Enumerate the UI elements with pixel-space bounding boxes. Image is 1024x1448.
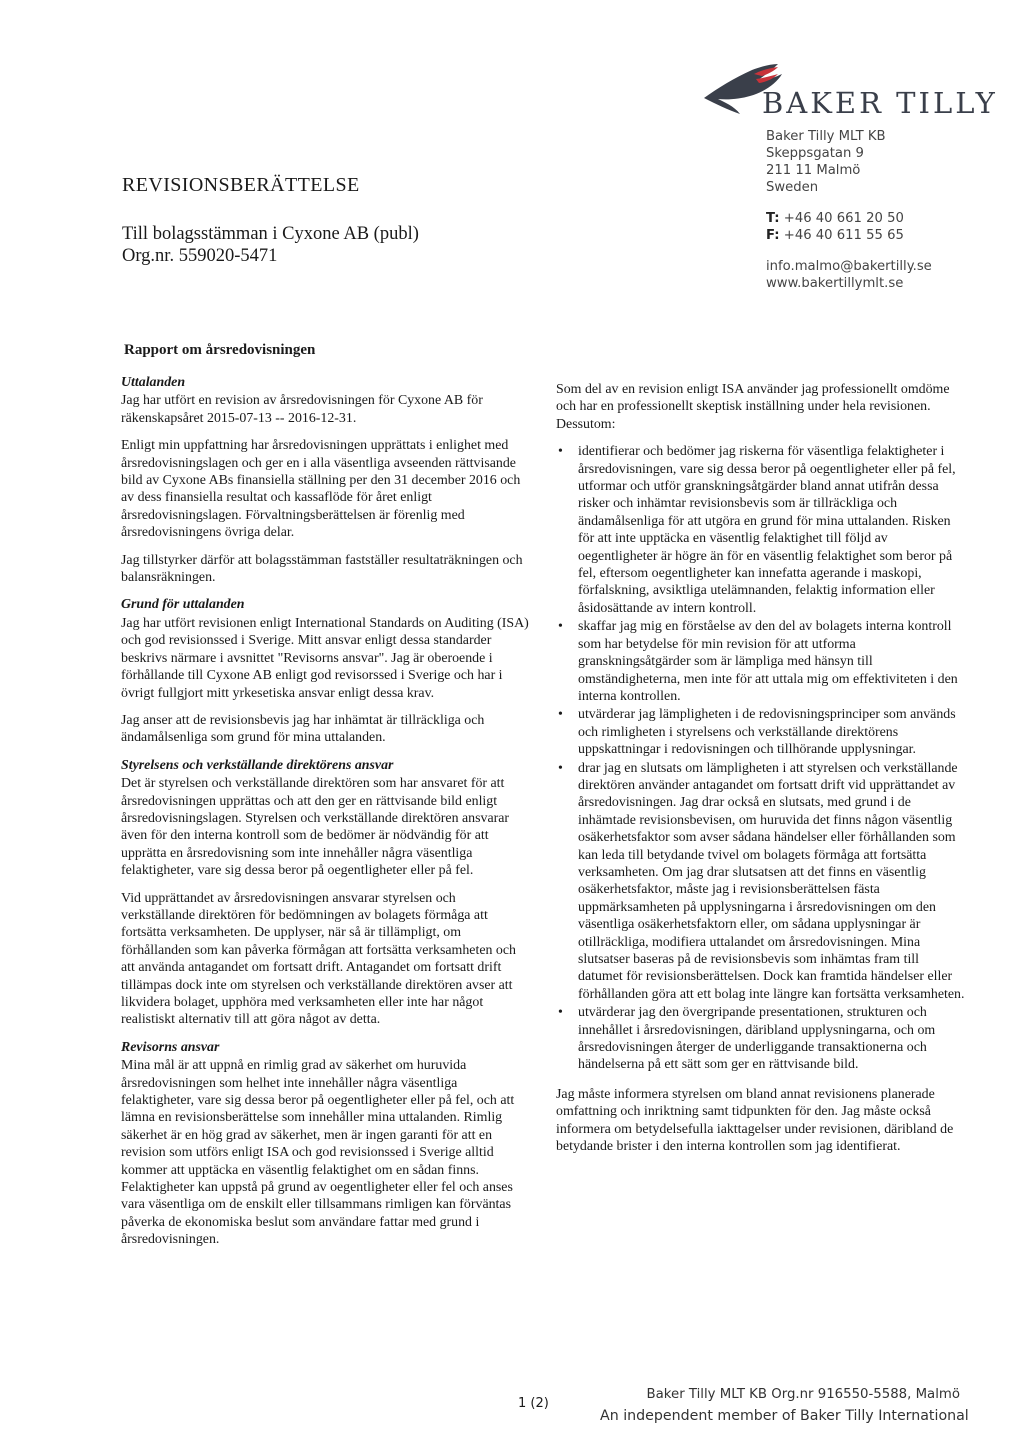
intro-paragraph: Som del av en revision enligt ISA använder jag professionellt omdöme och har en professionellt skeptisk inställning under hela revisionen. Dessutom: (556, 382, 950, 432)
firm-street: Skeppsgatan 9 (766, 146, 864, 161)
paragraph: Jag anser att de revisionsbevis jag har inhämtat är tillräckliga och ändamålsenliga som grund för mina uttalanden. (121, 712, 485, 746)
firm-email[interactable]: info.malmo@bakertilly.se (766, 259, 932, 274)
bullet-icon: • (558, 444, 563, 460)
section-uttalanden (121, 374, 533, 586)
section-heading: Styrelsens och verkställande direktörens ansvar (121, 757, 394, 773)
bullet-icon: • (558, 619, 563, 635)
section-heading: Revisorns ansvar (121, 1039, 220, 1055)
list-item: • utvärderar jag den övergripande presentationen, strukturen och innehållet i årsredovisningen, däribland upplysningarna, och om årsredovisningen återger de underliggande transaktionerna och händelserna på ett sätt som ger en rättvisande bild. (558, 1005, 936, 1073)
list-item: • skaffar jag mig en förståelse av den del av bolagets interna kontroll som har betydelse för min revision för att utforma granskningsåtgärder som är lämpliga med hänsyn till omständigheterna, men inte för att uttala mig om effektiviteten i den interna kontrollen. (558, 619, 958, 704)
document-title: REVISIONSBERÄTTELSE (122, 174, 360, 196)
section-heading: Uttalanden (121, 375, 186, 390)
section-heading: Grund för uttalanden (121, 597, 245, 613)
bullet-icon: • (558, 707, 563, 723)
list-item: • identifierar och bedömer jag riskerna för väsentliga felaktigheter i årsredovisningen, vare sig dessa beror på oegentligheter eller på fel, utformar och utför granskningsåtgärder bland annat utifrån dessa risker och inhämtar revisionsbevis som är tillräckliga och ändamålsenliga för att utgöra en grund för mina uttalanden. Risken för att inte upptäcka en väsentlig felaktighet till följd av oegentligheter är högre än för en väsentlig felaktighet som beror på fel, eftersom oegentligheter kan innefatta agerande i maskopi, förfalskning, avsiktliga utelämnanden, felaktig information eller åsidosättande av intern kontroll. (558, 444, 956, 616)
firm-name: Baker Tilly MLT KB (766, 129, 886, 144)
list-item: • drar jag en slutsats om lämpligheten i att styrelsen och verkställande direktören använder antagandet om fortsatt drift vid upprättandet av årsredovisningen. Jag drar också en slutsats, med grund i de inhämtade revisionsbevisen, om huruvida det finns någon väsentlig osäkerhetsfaktor som avser sådana händelser eller förhållanden som kan leda till betydande tvivel om bolagets förmåga att fortsätta verksamheten. Om jag drar slutsatsen att det finns en väsentlig osäkerhetsfaktor, måste jag i revisionsberättelsen fästa uppmärksamheten på upplysningarna i årsredovisningen om den väsentliga osäkerhetsfaktorn eller, om sådana upplysningar är otillräckliga, modifiera uttalandet om årsredovisningen. Mina slutsatser baseras på de revisionsbevis som inhämtas fram till datumet för revisionsberättelsen. Dock kan framtida händelser eller förhållanden göra att ett bolag inte längre kan fortsätta verksamheten. (558, 760, 965, 1002)
report-heading: Rapport om årsredovisningen (124, 342, 316, 358)
firm-address-block (766, 128, 1006, 292)
recipient-line: Till bolagsstämman i Cyxone AB (publ) (122, 224, 419, 244)
baker-tilly-logo (700, 58, 998, 128)
footer-firm-info (600, 1385, 969, 1427)
footer-member-line: An independent member of Baker Tilly International (600, 1408, 969, 1424)
section-revisorns-ansvar (121, 1039, 533, 1249)
page-number: 1 (2) (518, 1396, 549, 1411)
paragraph: Jag har utfört revisionen enligt International Standards on Auditing (ISA) och god revisionssed i Sverige. Mitt ansvar enligt dessa standarder beskrivs närmare i avsnittet "Revisorns ansvar". Jag är oberoende i förhållande till Cyxone AB enligt god revisorssed i Sverige och har i övrigt fullgjort mitt yrkesetiska ansvar enligt dessa krav. (121, 615, 529, 701)
paragraph: Jag tillstyrker därför att bolagsstämman fastställer resultaträkningen och balansräkningen. (121, 552, 523, 586)
firm-phone: T: +46 40 661 20 50 (766, 211, 904, 226)
firm-website[interactable]: www.bakertillymlt.se (766, 276, 904, 291)
left-column (121, 374, 533, 1259)
paragraph: Jag har utfört en revision av årsredovisningen för Cyxone AB för räkenskapsåret 2015-07-13 -- 2016-12-31. (121, 393, 483, 426)
org-number: Org.nr. 559020-5471 (122, 246, 278, 266)
bullet-list (556, 443, 966, 1074)
paragraph: Vid upprättandet av årsredovisningen ansvarar styrelsen och verkställande direktören för bedömningen av bolagets förmåga att fortsätta verksamheten. De upplyser, när så är tillämpligt, om förhållanden som kan påverka förmågan att fortsätta verksamheten och att använda antagandet om fortsatt drift. Antagandet om fortsatt drift tillämpas dock inte om styrelsen och verkställande direktören avser att likvidera bolaget, upphöra med verksamheten eller inte har något realistiskt alternativ till att göra något av detta. (121, 890, 516, 1028)
paragraph: Enligt min uppfattning har årsredovisningen upprättats i enlighet med årsredovisningslagen och ger en i alla väsentliga avseenden rättvisande bild av Cyxone ABs finansiella ställning per den 31 december 2016 och av dess finansiella resultat och kassaflöde för året enligt årsredovisningslagen. Förvaltningsberättelsen är förenlig med årsredovisningens övriga delar. (121, 438, 521, 541)
bullet-icon: • (558, 760, 563, 776)
closing-paragraph: Jag måste informera styrelsen om bland annat revisionens planerade omfattning och inriktning samt tidpunkten för den. Jag måste också informera om betydelsefulla iakttagelser under revisionen, däribland de betydande brister i den interna kontrollen som jag identifierat. (556, 1086, 954, 1155)
bullet-icon: • (558, 1005, 563, 1021)
firm-country: Sweden (766, 180, 819, 195)
recipient-block (122, 223, 419, 267)
paragraph: Mina mål är att uppnå en rimlig grad av säkerhet om huruvida årsredovisningen som helhet inte innehåller några väsentliga felaktigheter, vare sig dessa beror på oegentligheter eller på fel, och att lämna en revisionsberättelse som innehåller mina uttalanden. Rimlig säkerhet är en hög grad av säkerhet, men är ingen garanti för att en revision som utförs enligt ISA och god revisionssed i Sverige alltid kommer att upptäcka en väsentlig felaktighet om en sådan finns. Felaktigheter kan uppstå på grund av oegentligheter eller fel och anses vara väsentliga om de enskilt eller tillsammans rimligen kan förväntas påverka de ekonomiska beslut som användare fattar med grund i årsredovisningen. (121, 1058, 515, 1248)
firm-postal: 211 11 Malmö (766, 163, 861, 178)
paragraph: Det är styrelsen och verkställande direktören som har ansvaret för att årsredovisningen upprättas och att den ger en rättvisande bild enligt årsredovisningslagen. Styrelsen och verkställande direktören ansvarar även för den interna kontroll som de bedömer är nödvändig för att upprätta en årsredovisning som inte innehåller några väsentliga felaktigheter, vare sig dessa beror på oegentligheter eller på fel. (121, 776, 510, 879)
right-column (556, 381, 966, 1165)
list-item: • utvärderar jag lämpligheten i de redovisningsprinciper som används och rimligheten i styrelsens och verkställande direktörens uppskattningar i redovisningen och tillhörande upplysningar. (558, 707, 956, 758)
logo-wordmark: BAKER TILLY (762, 86, 998, 120)
section-styrelsens-ansvar (121, 757, 533, 1029)
firm-fax: F: +46 40 611 55 65 (766, 228, 904, 243)
footer-firm-line: Baker Tilly MLT KB Org.nr 916550-5588, Malmö (646, 1387, 960, 1402)
section-grund (121, 596, 533, 746)
